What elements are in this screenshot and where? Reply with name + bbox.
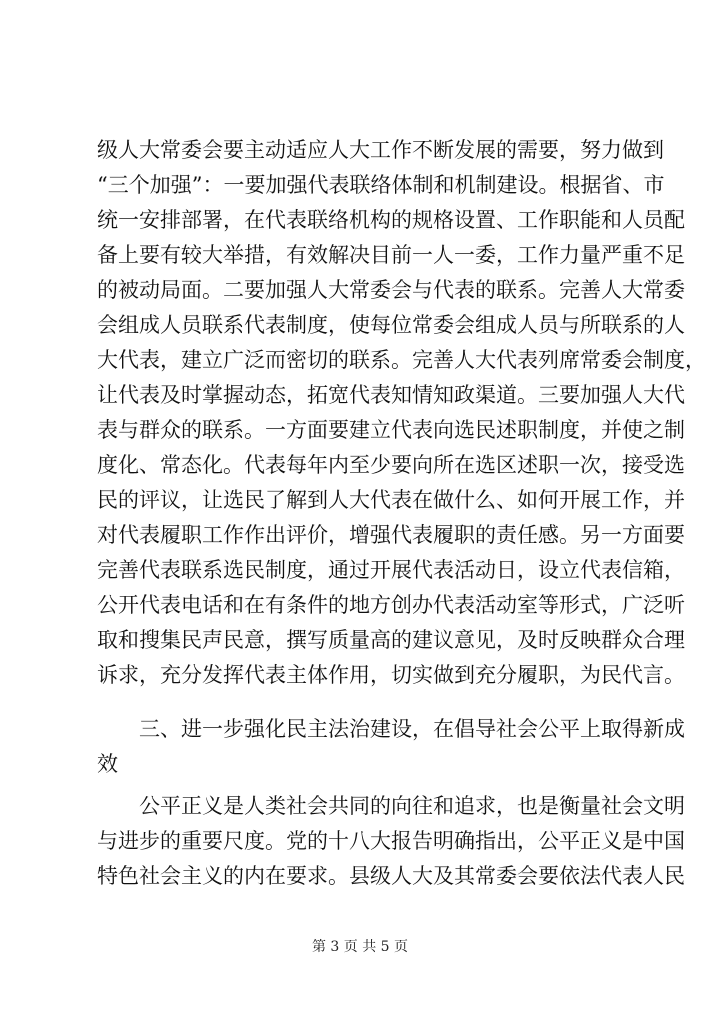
text-line: 特色社会主义的内在要求。县级人大及其常委会要依法代表人民 — [97, 864, 685, 888]
text-line: 民的评议，让选民了解到人大代表在做什么、如何开展工作，并 — [97, 488, 685, 512]
section-heading: 三、进一步强化民主法治建设，在倡导社会公平上取得新成 — [139, 717, 685, 741]
text-line: 诉求，充分发挥代表主体作用，切实做到充分履职，为民代言。 — [97, 663, 685, 687]
text-line: 级人大常委会要主动适应人大工作不断发展的需要，努力做到 — [97, 138, 664, 162]
section-heading-continued: 效 — [97, 752, 118, 776]
text-line: 对代表履职工作作出评价，增强代表履职的责任感。另一方面要 — [97, 523, 685, 547]
text-line: 会组成人员联系代表制度，使每位常委会组成人员与所联系的人 — [97, 313, 685, 337]
text-line: 大代表，建立广泛而密切的联系。完善人大代表列席常委会制度， — [97, 348, 706, 372]
paragraph-first-line: 公平正义是人类社会共同的向往和追求，也是衡量社会文明 — [139, 794, 685, 818]
text-line: “三个加强”：一要加强代表联络体制和机制建设。根据省、市 — [97, 173, 665, 197]
text-line: 完善代表联系选民制度，通过开展代表活动日，设立代表信箱， — [97, 558, 685, 582]
text-line: 备上要有较大举措，有效解决目前一人一委，工作力量严重不足 — [97, 243, 685, 267]
text-line: 让代表及时掌握动态，拓宽代表知情知政渠道。三要加强人大代 — [97, 383, 685, 407]
text-line: 公开代表电话和在有条件的地方创办代表活动室等形式，广泛听 — [97, 593, 685, 617]
text-line: 与进步的重要尺度。党的十八大报告明确指出，公平正义是中国 — [97, 829, 685, 853]
text-line: 表与群众的联系。一方面要建立代表向选民述职制度，并使之制 — [97, 418, 685, 442]
text-line: 取和搜集民声民意，撰写质量高的建议意见，及时反映群众合理 — [97, 628, 685, 652]
text-line: 统一安排部署，在代表联络机构的规格设置、工作职能和人员配 — [97, 208, 685, 232]
page-number-footer: 第 3 页 共 5 页 — [311, 939, 409, 955]
text-line: 的被动局面。二要加强人大常委会与代表的联系。完善人大常委 — [97, 278, 685, 302]
text-line: 度化、常态化。代表每年内至少要向所在选区述职一次，接受选 — [97, 453, 685, 477]
